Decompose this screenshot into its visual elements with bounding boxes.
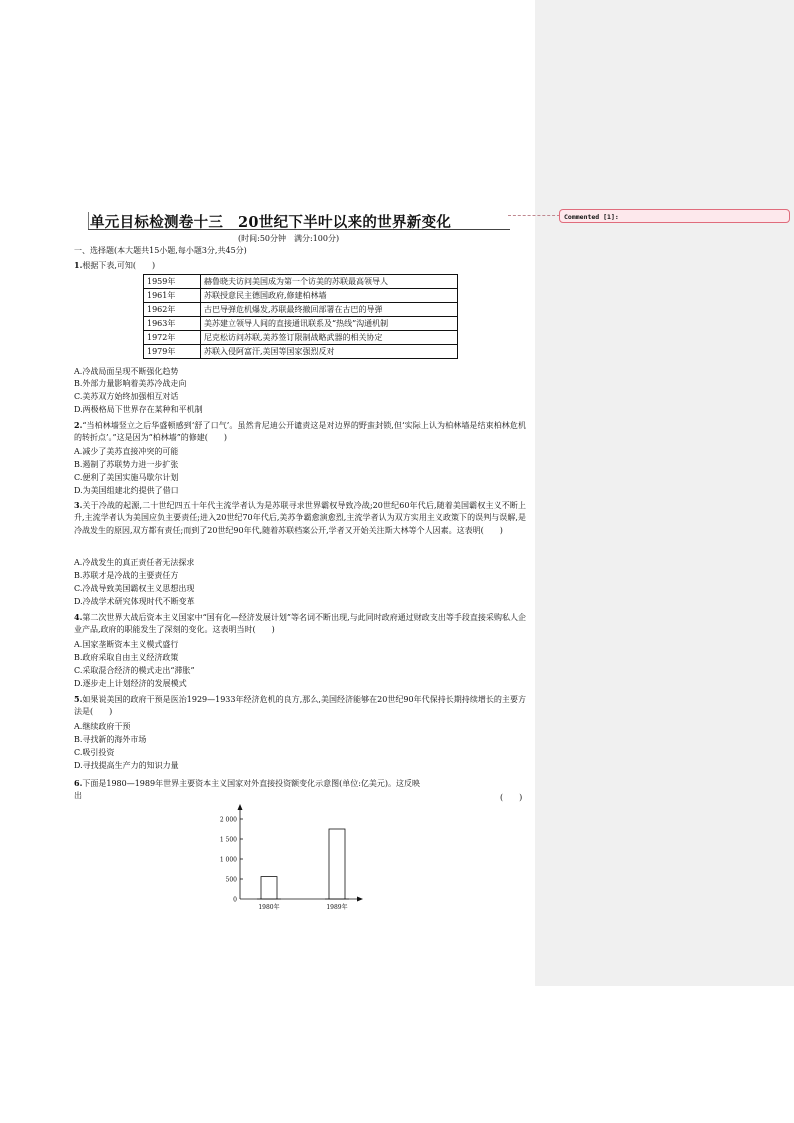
bar [329, 829, 345, 899]
y-axis-arrow [238, 804, 243, 810]
table-cell-event: 赫鲁晓夫访问美国成为第一个访美的苏联最高领导人 [201, 275, 458, 289]
q4-option-c: C.采取混合经济的模式走出“滞胀” [74, 666, 195, 675]
q1-option-d: D.两极格局下世界存在某种和平机制 [74, 405, 203, 414]
comment-pane [535, 0, 794, 986]
table-cell-event: 苏联入侵阿富汗,美国等国家强烈反对 [201, 345, 458, 359]
table-cell-year: 1961年 [144, 289, 201, 303]
q5-option-d: D.寻找提高生产力的知识力量 [74, 761, 179, 770]
q1-option-c: C.美苏双方始终加强相互对话 [74, 392, 179, 401]
y-tick-label: 2 000 [219, 816, 237, 824]
table-row [144, 331, 458, 345]
section-heading: 一、选择题(本大题共15小题,每小题3分,共45分) [74, 246, 247, 255]
q5-option-a: A.继续政府干预 [74, 722, 131, 731]
q2-option-b: B.遏制了苏联势力进一步扩张 [74, 460, 179, 469]
table-cell-year: 1959年 [144, 275, 201, 289]
question-6-stem: 6.下面是1980—1989年世界主要资本主义国家对外直接投资额变化示意图(单位:亿美元)。这反映 [74, 778, 421, 788]
question-4-stem: 4.第二次世界大战后资本主义国家中“国有化—经济发展计划”等名词不断出现,与此同时政府通过财政支出等手段直接采购私人企业产品,政府的职能发生了深刻的变化。这表明当时( ) [74, 612, 526, 635]
x-tick-label: 1980年 [258, 904, 280, 911]
q2-option-c: C.便利了美国实施马歇尔计划 [74, 473, 179, 482]
table-cell-event: 美苏建立领导人间的直接通讯联系及“热线”沟通机制 [201, 317, 458, 331]
q4-option-a: A.国家垄断资本主义模式盛行 [74, 640, 179, 649]
y-tick-label: 500 [225, 876, 237, 884]
table-row [144, 275, 458, 289]
q4-option-d: D.逐步走上计划经济的发展模式 [74, 679, 187, 688]
title-underline [88, 229, 510, 230]
x-axis-arrow [357, 897, 363, 902]
table-cell-event: 古巴导弹危机爆发,苏联最终撤回部署在古巴的导弹 [201, 303, 458, 317]
table-cell-event: 尼克松访问苏联,美苏签订限制战略武器的相关协定 [201, 331, 458, 345]
exam-subtitle: (时间:50分钟 满分:100分) [238, 234, 340, 243]
y-tick-label: 1 500 [219, 836, 237, 844]
q3-option-d: D.冷战学术研究体现时代不断变革 [74, 597, 195, 606]
question-3-stem: 3.关于冷战的起源,二十世纪四五十年代主流学者认为是苏联寻求世界霸权导致冷战;20世纪60年代后,随着美国霸权主义不断上升,主流学者认为美国应负主要责任;进入20世纪70年代后,美苏争霸愈演愈烈,主流学者认为双方实用主义政策下的误判与误解,是冷战发生的原因,双方都有责任;而到了20世纪90年代,随着苏联档案公开,学者又开始关注斯大林等个人因素。这表明( ) [74, 500, 526, 535]
table-cell-year: 1972年 [144, 331, 201, 345]
page-title: 单元目标检测卷十三 20世纪下半叶以来的世界新变化 [90, 214, 452, 231]
comment-connector [508, 215, 560, 216]
q5-option-c: C.吸引投资 [74, 748, 115, 757]
q2-option-d: D.为美国组建北约提供了借口 [74, 486, 179, 495]
events-table [143, 274, 458, 359]
y-tick-label: 0 [233, 896, 237, 904]
q1-option-a: A.冷战局面呈现不断强化趋势 [74, 367, 179, 376]
table-cell-year: 1963年 [144, 317, 201, 331]
table-row [144, 317, 458, 331]
q3-option-b: B.苏联才是冷战的主要责任方 [74, 571, 179, 580]
answer-paren: ( ) [500, 793, 523, 802]
q3-option-c: C.冷战导致美国霸权主义思想出现 [74, 584, 195, 593]
q2-option-a: A.减少了美苏直接冲突的可能 [74, 447, 179, 456]
question-1-stem: 1.根据下表,可知( ) [74, 260, 156, 270]
y-tick-label: 1 000 [219, 856, 237, 864]
q4-option-b: B.政府采取自由主义经济政策 [74, 653, 179, 662]
q5-option-b: B.寻找新的海外市场 [74, 735, 147, 744]
table-cell-year: 1962年 [144, 303, 201, 317]
comment-label[interactable]: Commented [1]: [559, 209, 790, 223]
investment-bar-chart [205, 802, 365, 922]
table-cell-event: 苏联授意民主德国政府,修建柏林墙 [201, 289, 458, 303]
q1-option-b: B.外部力量影响着美苏冷战走向 [74, 379, 187, 388]
title-margin-mark [88, 212, 89, 229]
x-tick-label: 1989年 [326, 904, 348, 911]
question-6-stem-cont: 出 [74, 791, 82, 800]
table-row [144, 303, 458, 317]
table-row [144, 289, 458, 303]
q3-option-a: A.冷战发生的真正责任者无法探求 [74, 558, 195, 567]
table-row [144, 345, 458, 359]
question-2-stem: 2.“当柏林墙竖立之后华盛顿感到‘舒了口气’。虽然肯尼迪公开谴责这是对边界的野蛮封锁,但‘实际上认为柏林墙是结束柏林危机的转折点’。”这是因为“柏林墙”的修建( ) [74, 420, 526, 443]
question-5-stem: 5.如果说美国的政府干预是医治1929—1933年经济危机的良方,那么,美国经济能够在20世纪90年代保持长期持续增长的主要方法是( ) [74, 694, 526, 717]
table-cell-year: 1979年 [144, 345, 201, 359]
bar [261, 877, 277, 899]
